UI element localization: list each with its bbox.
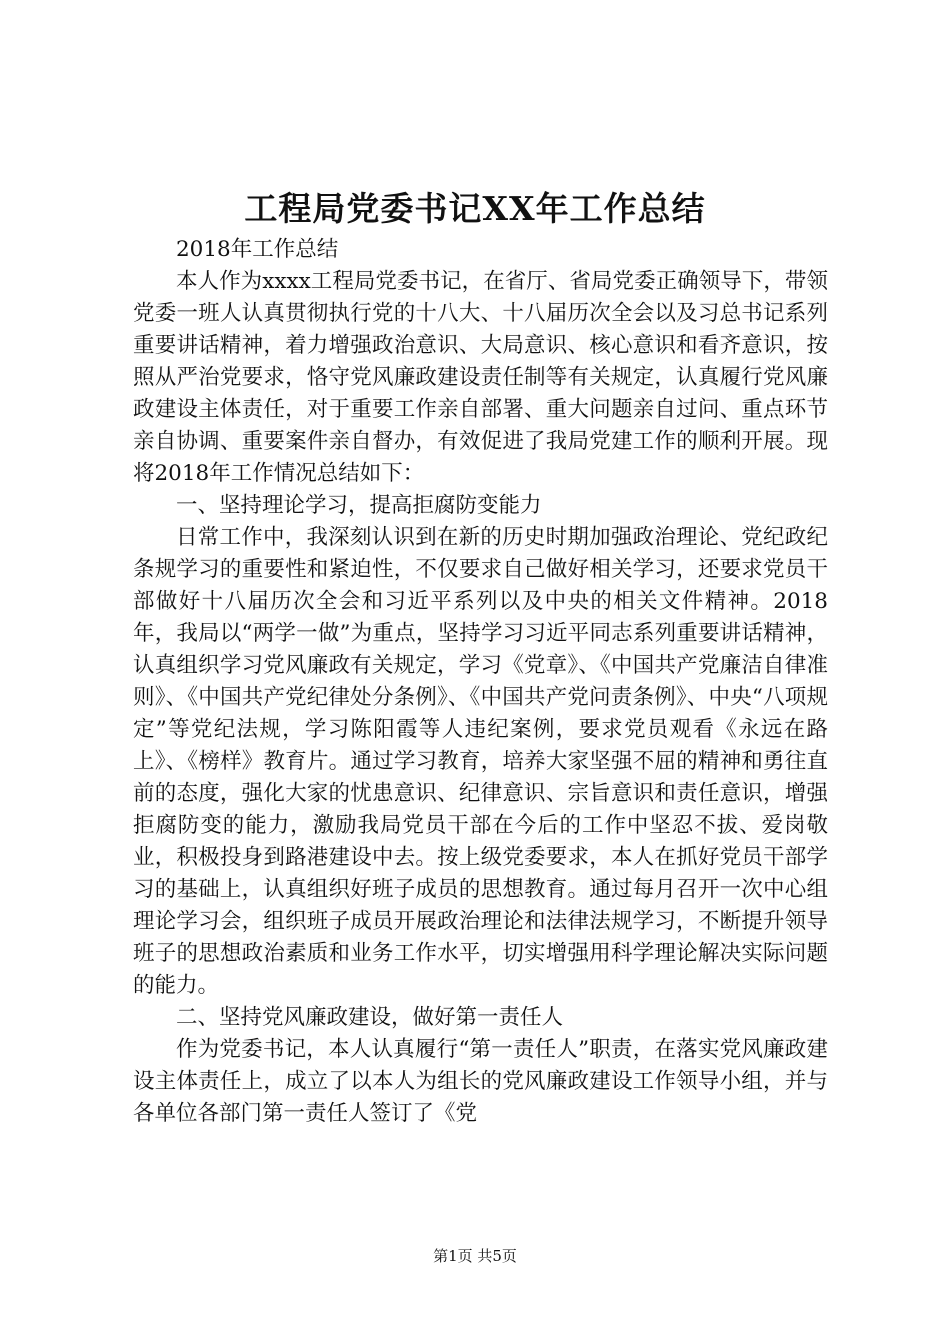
page-footer: 第1页 共5页 (433, 1247, 517, 1265)
paragraph-subtitle: 2018年工作总结 (176, 237, 339, 262)
paragraph-section-1: 日常工作中，我深刻认识到在新的历史时期加强政治理论、党纪政纪条规学习的重要性和紧迫性，不仅要求自己做好相关学习，还要求党员干部做好十八届历次全会和习近平系列以及中央的相关文件精神。2018年，我局以“两学一做”为重点，坚持学习习近平同志系列重要讲话精神，认真组织学习党风廉政有关规定，学习《党章》、《中国共产党廉洁自律准则》、《中国共产党纪律处分条例》、《中国共产党问责条例》、中央“八项规定”等党纪法规，学习陈阳霞等人违纪案例，要求党员观看《永远在路上》、《榜样》教育片。通过学习教育，培养大家坚强不屈的精神和勇往直前的态度，强化大家的忧患意识、纪律意识、宗旨意识和责任意识，增强拒腐防变的能力，激励我局党员干部在今后的工作中坚忍不拔、爱岗敬业，积极投身到路港建设中去。按上级党委要求，本人在抓好党员干部学习的基础上，认真组织好班子成员的思想教育。通过每月召开一次中心组理论学习会，组织班子成员开展政治理论和法律法规学习，不断提升领导班子的思想政治素质和业务工作水平，切实增强用科学理论解决实际问题的能力。 (133, 525, 828, 998)
paragraph-section-2: 作为党委书记，本人认真履行“第一责任人”职责，在落实党风廉政建设主体责任上，成立了以本人为组长的党风廉政建设工作领导小组，并与各单位各部门第一责任人签订了《党 (133, 1037, 828, 1126)
paragraph-intro: 本人作为xxxx工程局党委书记，在省厅、省局党委正确领导下，带领党委一班人认真贯彻执行党的十八大、十八届历次全会以及习总书记系列重要讲话精神，着力增强政治意识、大局意识、核心意识和看齐意识，按照从严治党要求，恪守党风廉政建设责任制等有关规定，认真履行党风廉政建设主体责任，对于重要工作亲自部署、重大问题亲自过问、重点环节亲自协调、重要案件亲自督办，有效促进了我局党建工作的顺利开展。现将2018年工作情况总结如下： (133, 269, 828, 486)
section-heading-2: 二、坚持党风廉政建设，做好第一责任人 (176, 1005, 564, 1030)
document-body (133, 234, 828, 1130)
section-heading-1: 一、坚持理论学习，提高拒腐防变能力 (176, 493, 542, 518)
document-title: 工程局党委书记XX年工作总结 (244, 189, 706, 228)
